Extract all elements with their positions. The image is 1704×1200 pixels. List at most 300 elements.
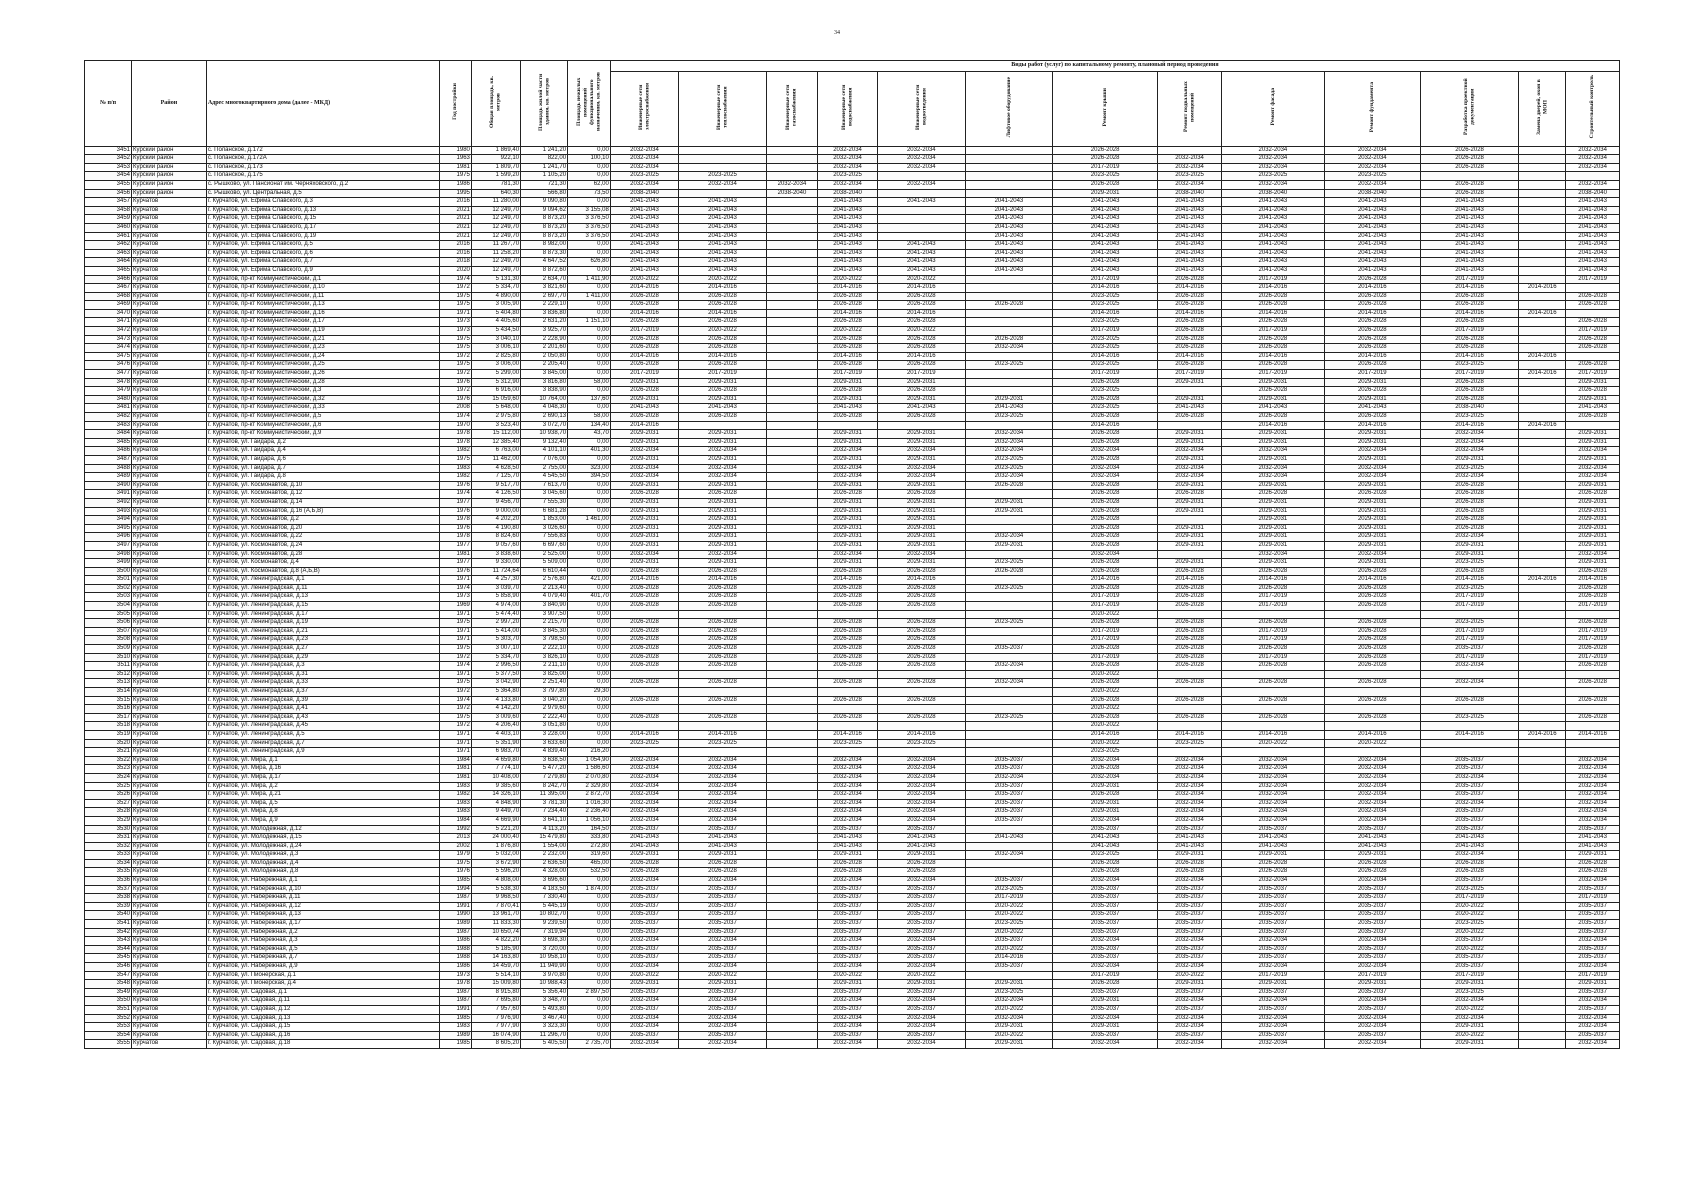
- row-work-period: 2041-2043: [1053, 241, 1158, 250]
- row-work-period: 2035-2037: [1420, 756, 1518, 765]
- row-work-period: 2032-2034: [818, 808, 878, 817]
- row-year: 1986: [439, 963, 471, 972]
- row-work-period: 2014-2016: [1566, 730, 1620, 739]
- row-work-period: 2032-2034: [818, 1040, 878, 1049]
- row-work-period: 2014-2016: [877, 576, 965, 585]
- row-work-period: 2026-2028: [610, 627, 678, 636]
- row-nonres-area: 43,70: [568, 430, 611, 439]
- row-work-period: 2026-2028: [1053, 146, 1158, 155]
- row-work-period: 2017-2019: [1566, 653, 1620, 662]
- row-work-period: 2035-2037: [1222, 1005, 1325, 1014]
- row-year: 1978: [439, 438, 471, 447]
- header-work-label: Инженерные сети водоотведения: [914, 84, 928, 130]
- row-district: Курчатов: [132, 559, 207, 568]
- row-work-period: 2029-2031: [1324, 851, 1420, 860]
- row-work-period: 2017-2019: [610, 327, 678, 336]
- row-work-period: [766, 146, 817, 155]
- row-work-period: 2026-2028: [1566, 361, 1620, 370]
- row-work-period: 2023-2025: [1053, 361, 1158, 370]
- row-work-period: 2035-2037: [1222, 954, 1325, 963]
- row-work-period: 2026-2028: [1053, 533, 1158, 542]
- row-work-period: 2041-2043: [1222, 215, 1325, 224]
- row-work-period: [679, 155, 767, 164]
- row-work-period: 2035-2037: [610, 911, 678, 920]
- row-work-period: [965, 705, 1053, 714]
- row-work-period: 2023-2025: [1157, 739, 1221, 748]
- row-total-area: 3 523,40: [471, 421, 520, 430]
- row-living-area: 4 113,20: [521, 825, 568, 834]
- row-district: Курчатов: [132, 223, 207, 232]
- row-year: 1969: [439, 602, 471, 611]
- row-work-period: 2041-2043: [1053, 258, 1158, 267]
- row-work-period: 2017-2019: [1222, 627, 1325, 636]
- row-work-period: 2041-2043: [1566, 842, 1620, 851]
- row-year: 1986: [439, 180, 471, 189]
- row-work-period: 2026-2028: [1157, 627, 1221, 636]
- table-row: [85, 791, 1620, 800]
- row-work-period: 2026-2028: [1053, 679, 1158, 688]
- row-total-area: 10 650,74: [471, 928, 520, 937]
- row-address: г. Курчатов, ул. Набережная, д.7: [206, 954, 439, 963]
- row-work-period: 2029-2031: [1566, 980, 1620, 989]
- row-work-period: 2026-2028: [818, 344, 878, 353]
- row-work-period: 2032-2034: [1566, 464, 1620, 473]
- row-work-period: 2041-2043: [965, 198, 1053, 207]
- row-work-period: [766, 559, 817, 568]
- table-row: [85, 1005, 1620, 1014]
- row-work-period: [1519, 567, 1566, 576]
- row-work-period: 2032-2034: [1053, 473, 1158, 482]
- row-district: Курчатов: [132, 404, 207, 413]
- row-living-area: 10 938,70: [521, 430, 568, 439]
- row-num: 3547: [85, 971, 132, 980]
- row-work-period: [1519, 430, 1566, 439]
- row-work-period: 2029-2031: [679, 507, 767, 516]
- table-row: [85, 928, 1620, 937]
- row-work-period: 2023-2025: [1053, 387, 1158, 396]
- row-work-period: 2023-2025: [1157, 172, 1221, 181]
- row-living-area: 3 845,00: [521, 370, 568, 379]
- row-work-period: 2032-2034: [1222, 816, 1325, 825]
- row-work-period: 2014-2016: [1420, 309, 1518, 318]
- row-district: Курчатов: [132, 1031, 207, 1040]
- row-year: 1975: [439, 335, 471, 344]
- row-year: 1972: [439, 705, 471, 714]
- row-work-period: [1519, 748, 1566, 757]
- row-work-period: 2032-2034: [877, 756, 965, 765]
- row-work-period: 2032-2034: [1222, 464, 1325, 473]
- row-work-period: [818, 688, 878, 697]
- row-num: 3500: [85, 567, 132, 576]
- row-work-period: 2029-2031: [1222, 455, 1325, 464]
- row-work-period: 2032-2034: [1157, 963, 1221, 972]
- row-work-period: 2041-2043: [1157, 206, 1221, 215]
- row-work-period: 2029-2031: [1222, 430, 1325, 439]
- row-num: 3473: [85, 335, 132, 344]
- row-work-period: 2035-2037: [1324, 825, 1420, 834]
- row-work-period: 2041-2043: [1420, 232, 1518, 241]
- row-address: с. Рышково, ул. Центральная, д.5: [206, 189, 439, 198]
- row-work-period: 2041-2043: [1222, 404, 1325, 413]
- row-work-period: 2026-2028: [877, 619, 965, 628]
- row-work-period: 2032-2034: [610, 550, 678, 559]
- row-work-period: 2035-2037: [965, 799, 1053, 808]
- row-work-period: 2041-2043: [679, 404, 767, 413]
- row-work-period: 2041-2043: [1157, 223, 1221, 232]
- row-year: 1983: [439, 782, 471, 791]
- row-work-period: 2014-2016: [818, 352, 878, 361]
- row-work-period: 2038-2040: [1222, 189, 1325, 198]
- row-district: Курчатов: [132, 834, 207, 843]
- row-district: Курчатов: [132, 516, 207, 525]
- row-total-area: 13 961,70: [471, 911, 520, 920]
- row-year: 1984: [439, 756, 471, 765]
- row-living-area: 2 634,70: [521, 275, 568, 284]
- row-nonres-area: 216,20: [568, 748, 611, 757]
- row-work-period: [766, 378, 817, 387]
- row-address: г. Курчатов, ул. Ефима Славского, д.19: [206, 232, 439, 241]
- row-work-period: 2026-2028: [1157, 327, 1221, 336]
- row-district: Курчатов: [132, 395, 207, 404]
- row-work-period: 2017-2019: [1222, 971, 1325, 980]
- row-living-area: 8 872,60: [521, 266, 568, 275]
- row-work-period: [766, 292, 817, 301]
- row-num: 3514: [85, 688, 132, 697]
- row-work-period: [877, 748, 965, 757]
- row-work-period: 2035-2037: [1222, 911, 1325, 920]
- row-living-area: 7 319,94: [521, 928, 568, 937]
- row-work-period: 2041-2043: [1566, 215, 1620, 224]
- row-work-period: 2035-2037: [818, 945, 878, 954]
- row-num: 3496: [85, 533, 132, 542]
- row-total-area: 5 131,30: [471, 275, 520, 284]
- row-work-period: 2032-2034: [610, 155, 678, 164]
- row-work-period: 2026-2028: [1053, 713, 1158, 722]
- table-row: [85, 292, 1620, 301]
- row-work-period: 2014-2016: [1222, 576, 1325, 585]
- row-total-area: 2 975,80: [471, 413, 520, 422]
- row-living-area: 10 764,00: [521, 395, 568, 404]
- row-work-period: [679, 189, 767, 198]
- row-year: 1975: [439, 172, 471, 181]
- row-work-period: [766, 791, 817, 800]
- row-work-period: [965, 593, 1053, 602]
- row-work-period: 2032-2034: [877, 877, 965, 886]
- row-work-period: 2023-2025: [1053, 335, 1158, 344]
- header-work-label: Ремонт фундамента: [1369, 81, 1376, 133]
- row-year: 1983: [439, 799, 471, 808]
- row-work-period: [766, 567, 817, 576]
- row-nonres-area: 272,80: [568, 842, 611, 851]
- row-district: Курчатов: [132, 748, 207, 757]
- row-work-period: 2026-2028: [610, 318, 678, 327]
- table-row: [85, 713, 1620, 722]
- row-work-period: 2035-2037: [1222, 902, 1325, 911]
- row-work-period: [965, 387, 1053, 396]
- row-num: 3502: [85, 584, 132, 593]
- row-work-period: 2035-2037: [1157, 1005, 1221, 1014]
- row-work-period: 2029-2031: [679, 430, 767, 439]
- row-district: Курчатов: [132, 911, 207, 920]
- row-work-period: 2029-2031: [1157, 980, 1221, 989]
- row-district: Курчатов: [132, 576, 207, 585]
- row-work-period: [766, 309, 817, 318]
- row-work-period: 2035-2037: [965, 756, 1053, 765]
- row-work-period: [610, 670, 678, 679]
- row-total-area: 5 299,00: [471, 370, 520, 379]
- row-living-area: 3 826,10: [521, 653, 568, 662]
- row-living-area: 7 234,40: [521, 808, 568, 817]
- table-body: [85, 146, 1620, 1048]
- row-work-period: 2029-2031: [610, 430, 678, 439]
- table-row: [85, 782, 1620, 791]
- row-work-period: [965, 352, 1053, 361]
- row-work-period: 2026-2028: [1566, 318, 1620, 327]
- row-work-period: 2020-2022: [1222, 739, 1325, 748]
- row-work-period: 2032-2034: [1324, 447, 1420, 456]
- row-work-period: 2020-2022: [1420, 1005, 1518, 1014]
- row-work-period: [766, 206, 817, 215]
- row-work-period: 2032-2034: [877, 808, 965, 817]
- row-work-period: 2017-2019: [1420, 275, 1518, 284]
- row-district: Курчатов: [132, 550, 207, 559]
- row-total-area: 4 848,90: [471, 799, 520, 808]
- row-work-period: 2029-2031: [1324, 498, 1420, 507]
- row-work-period: 2035-2037: [679, 920, 767, 929]
- row-work-period: 2029-2031: [610, 395, 678, 404]
- row-work-period: 2026-2028: [1566, 662, 1620, 671]
- table-row: [85, 773, 1620, 782]
- row-work-period: 2041-2043: [877, 258, 965, 267]
- row-work-period: [1519, 937, 1566, 946]
- row-work-period: 2032-2034: [610, 765, 678, 774]
- row-work-period: 2035-2037: [877, 825, 965, 834]
- row-work-period: 2029-2031: [877, 516, 965, 525]
- row-work-period: 2029-2031: [1053, 808, 1158, 817]
- table-row: [85, 473, 1620, 482]
- row-work-period: 2020-2022: [679, 275, 767, 284]
- row-work-period: 2026-2028: [818, 387, 878, 396]
- row-work-period: [1420, 748, 1518, 757]
- row-total-area: 4 206,40: [471, 722, 520, 731]
- row-work-period: [766, 636, 817, 645]
- row-work-period: 2026-2028: [610, 636, 678, 645]
- row-work-period: 2026-2028: [1222, 318, 1325, 327]
- row-work-period: 2041-2043: [610, 258, 678, 267]
- row-work-period: 2029-2031: [1053, 1023, 1158, 1032]
- table-row: [85, 980, 1620, 989]
- row-work-period: [1157, 146, 1221, 155]
- row-work-period: 2029-2031: [1157, 507, 1221, 516]
- row-work-period: [1519, 464, 1566, 473]
- row-work-period: 2026-2028: [1420, 387, 1518, 396]
- row-work-period: 2017-2019: [1566, 370, 1620, 379]
- row-district: Курчатов: [132, 301, 207, 310]
- row-work-period: 2020-2022: [877, 275, 965, 284]
- row-living-area: 3 797,80: [521, 688, 568, 697]
- table-row: [85, 567, 1620, 576]
- row-nonres-area: 0,00: [568, 507, 611, 516]
- row-work-period: 2017-2019: [818, 370, 878, 379]
- table-row: [85, 490, 1620, 499]
- row-work-period: [965, 602, 1053, 611]
- row-work-period: [965, 318, 1053, 327]
- row-year: 1988: [439, 954, 471, 963]
- row-nonres-area: 0,00: [568, 533, 611, 542]
- row-district: Курчатов: [132, 688, 207, 697]
- row-work-period: 2032-2034: [1157, 799, 1221, 808]
- row-address: г. Курчатов, ул. Ефима Славского, д.6: [206, 249, 439, 258]
- row-address: г. Курчатов, пр-кт Коммунистический, д.26: [206, 370, 439, 379]
- row-work-period: 2029-2031: [679, 455, 767, 464]
- table-row: [85, 945, 1620, 954]
- row-work-period: 2035-2037: [610, 825, 678, 834]
- row-year: 1977: [439, 559, 471, 568]
- row-work-period: 2041-2043: [1324, 215, 1420, 224]
- row-address: г. Курчатов, ул. Космонавтов, д.4: [206, 559, 439, 568]
- row-district: Курчатов: [132, 636, 207, 645]
- row-total-area: 4 890,00: [471, 292, 520, 301]
- row-work-period: 2017-2019: [1420, 653, 1518, 662]
- row-work-period: 2014-2016: [1324, 309, 1420, 318]
- row-district: Курчатов: [132, 602, 207, 611]
- row-work-period: 2029-2031: [818, 498, 878, 507]
- header-work-1: [679, 72, 767, 147]
- table-row: [85, 911, 1620, 920]
- row-work-period: 2041-2043: [1157, 842, 1221, 851]
- row-work-period: 2029-2031: [679, 980, 767, 989]
- row-work-period: 2035-2037: [1566, 825, 1620, 834]
- row-total-area: 4 405,60: [471, 318, 520, 327]
- row-work-period: 2029-2031: [610, 559, 678, 568]
- row-work-period: [766, 550, 817, 559]
- row-address: г. Курчатов, ул. Набережная, д.10: [206, 885, 439, 894]
- row-work-period: 2041-2043: [1157, 198, 1221, 207]
- row-work-period: [766, 816, 817, 825]
- row-work-period: 2041-2043: [679, 232, 767, 241]
- row-work-period: [1324, 610, 1420, 619]
- row-work-period: 2029-2031: [610, 524, 678, 533]
- row-work-period: 2032-2034: [610, 473, 678, 482]
- row-year: 1985: [439, 1014, 471, 1023]
- row-work-period: [1519, 413, 1566, 422]
- row-num: 3472: [85, 327, 132, 336]
- table-row: [85, 816, 1620, 825]
- row-work-period: 2026-2028: [1053, 791, 1158, 800]
- row-work-period: 2029-2031: [1222, 498, 1325, 507]
- header-address: Адрес многоквартирного дома (далее - МКД): [206, 61, 439, 147]
- row-work-period: 2026-2028: [1566, 859, 1620, 868]
- row-work-period: 2026-2028: [1053, 662, 1158, 671]
- row-year: 1975: [439, 679, 471, 688]
- row-address: г. Курчатов, ул. Набережная, д.17: [206, 920, 439, 929]
- row-work-period: [1519, 241, 1566, 250]
- row-work-period: 2035-2037: [1324, 945, 1420, 954]
- row-nonres-area: 2 897,50: [568, 988, 611, 997]
- row-work-period: 2014-2016: [1157, 309, 1221, 318]
- row-work-period: 2029-2031: [965, 980, 1053, 989]
- row-address: г. Курчатов, ул. Мира, д.17: [206, 773, 439, 782]
- row-total-area: 9 000,00: [471, 507, 520, 516]
- row-year: 2016: [439, 198, 471, 207]
- row-address: г. Курчатов, ул. Садовая, д.18: [206, 1040, 439, 1049]
- row-work-period: 2035-2037: [1053, 825, 1158, 834]
- row-work-period: 2023-2025: [1053, 318, 1158, 327]
- row-living-area: 5 445,19: [521, 902, 568, 911]
- row-work-period: [1519, 1023, 1566, 1032]
- row-work-period: [965, 370, 1053, 379]
- row-year: 1976: [439, 868, 471, 877]
- row-work-period: 2014-2016: [1324, 421, 1420, 430]
- row-year: 1973: [439, 327, 471, 336]
- row-work-period: [766, 498, 817, 507]
- row-work-period: 2026-2028: [679, 490, 767, 499]
- row-nonres-area: 0,00: [568, 920, 611, 929]
- row-total-area: 2 997,20: [471, 619, 520, 628]
- row-work-period: 2026-2028: [1222, 490, 1325, 499]
- row-work-period: 2032-2034: [1222, 1023, 1325, 1032]
- row-num: 3527: [85, 799, 132, 808]
- row-living-area: 566,80: [521, 189, 568, 198]
- table-row: [85, 430, 1620, 439]
- row-total-area: 922,10: [471, 155, 520, 164]
- row-work-period: [766, 920, 817, 929]
- row-living-area: 9 090,80: [521, 198, 568, 207]
- row-work-period: 2026-2028: [610, 584, 678, 593]
- row-work-period: [766, 361, 817, 370]
- row-work-period: 2014-2016: [1157, 352, 1221, 361]
- row-address: г. Курчатов, ул. Садовая, д.1: [206, 988, 439, 997]
- row-living-area: 2 755,00: [521, 464, 568, 473]
- table-row: [85, 498, 1620, 507]
- row-work-period: 2026-2028: [1222, 413, 1325, 422]
- row-work-period: [1519, 988, 1566, 997]
- row-work-period: 2032-2034: [1420, 997, 1518, 1006]
- row-work-period: [1519, 911, 1566, 920]
- row-total-area: 11 258,20: [471, 249, 520, 258]
- header-district: Район: [132, 61, 207, 147]
- row-living-area: 3 072,70: [521, 421, 568, 430]
- row-work-period: 2026-2028: [610, 593, 678, 602]
- row-work-period: 2020-2022: [1053, 739, 1158, 748]
- row-work-period: [1519, 1014, 1566, 1023]
- row-work-period: 2029-2031: [965, 1023, 1053, 1032]
- row-total-area: 11 724,64: [471, 567, 520, 576]
- row-work-period: [1222, 705, 1325, 714]
- row-work-period: 2017-2019: [610, 370, 678, 379]
- row-work-period: 2023-2025: [1053, 404, 1158, 413]
- row-work-period: 2041-2043: [1566, 223, 1620, 232]
- table-row: [85, 1031, 1620, 1040]
- row-work-period: 2035-2037: [610, 1005, 678, 1014]
- row-work-period: 2032-2034: [1566, 1040, 1620, 1049]
- row-year: 1984: [439, 816, 471, 825]
- row-district: Курчатов: [132, 877, 207, 886]
- row-work-period: 2032-2034: [818, 473, 878, 482]
- row-work-period: 2026-2028: [1053, 430, 1158, 439]
- row-year: 1985: [439, 877, 471, 886]
- header-work-12: [1566, 72, 1620, 147]
- row-work-period: 2026-2028: [818, 645, 878, 654]
- row-year: 1971: [439, 670, 471, 679]
- row-year: 2013: [439, 834, 471, 843]
- row-work-period: 2023-2025: [1222, 172, 1325, 181]
- row-work-period: [766, 971, 817, 980]
- row-work-period: 2035-2037: [818, 920, 878, 929]
- row-work-period: 2026-2028: [877, 696, 965, 705]
- row-address: г. Курчатов, ул. Ленинградская, д.7: [206, 739, 439, 748]
- row-nonres-area: 2 329,80: [568, 782, 611, 791]
